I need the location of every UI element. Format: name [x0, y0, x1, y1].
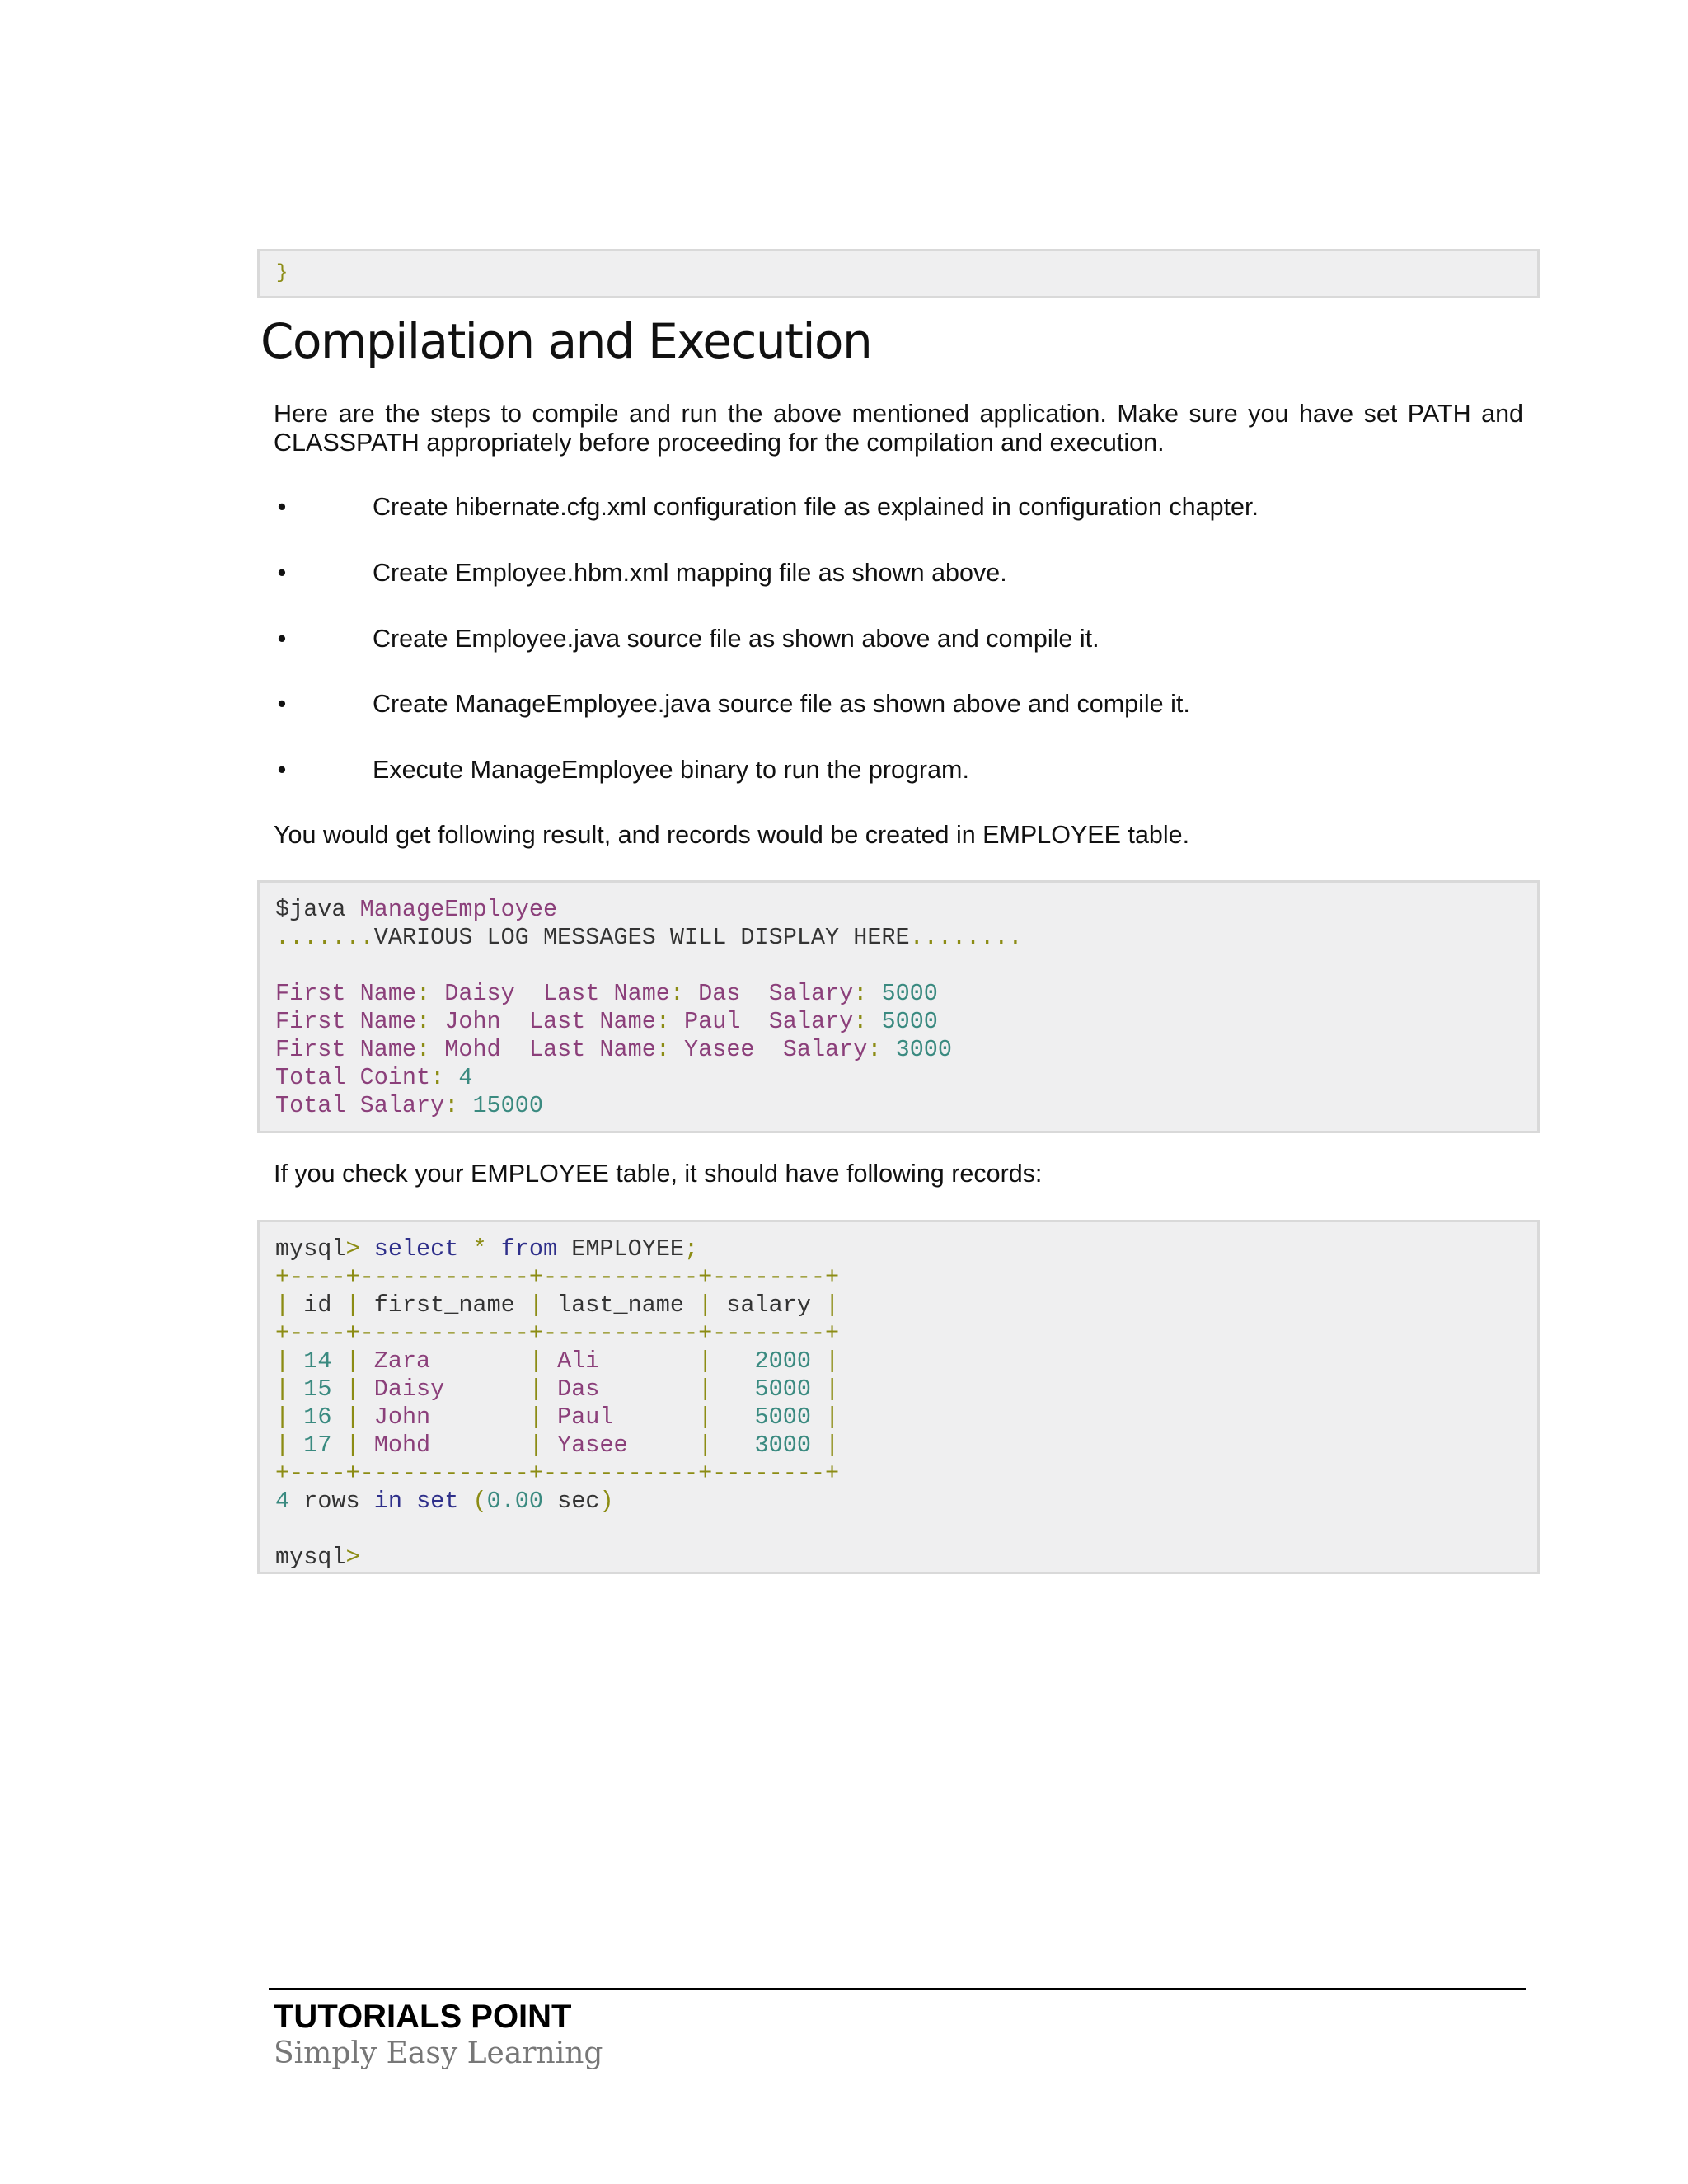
prompt-caret: > — [345, 1544, 360, 1571]
table-pipe: | — [275, 1432, 290, 1459]
paren: ( — [472, 1488, 487, 1515]
first-name-label: First Name — [275, 980, 417, 1007]
table-pipe: | — [698, 1432, 713, 1459]
table-cell: 3000 — [712, 1432, 826, 1459]
space — [487, 1235, 501, 1263]
footer-tagline: Simply Easy Learning — [274, 2036, 603, 2070]
sql-wildcard: * — [472, 1235, 487, 1263]
section-heading: Compilation and Execution — [260, 313, 872, 369]
table-cell: 17 — [289, 1432, 346, 1459]
bullet-icon: • — [277, 493, 287, 521]
code-block-closing-brace — [257, 249, 1540, 298]
table-pipe: | — [825, 1376, 840, 1403]
colon: : — [867, 1036, 882, 1063]
bullet-icon: • — [277, 756, 287, 784]
log-line — [275, 924, 1537, 952]
step-text: Create hibernate.cfg.xml configuration file as explained in configuration chapter. — [373, 493, 1259, 521]
table-border-line — [275, 1460, 1537, 1488]
last-name-label: Last Name — [542, 980, 670, 1007]
output-record-line — [275, 1036, 1537, 1064]
last-name-label: Last Name — [528, 1008, 656, 1035]
first-name-value: John — [430, 1008, 529, 1035]
sql-table-name: EMPLOYEE — [557, 1235, 685, 1263]
table-pipe: | — [275, 1347, 290, 1375]
colon: : — [655, 1008, 670, 1035]
table-header-line — [275, 1291, 1537, 1319]
colon: : — [655, 1036, 670, 1063]
salary-label: Salary — [768, 980, 854, 1007]
log-dots: ........ — [909, 924, 1023, 951]
code-block-mysql-session — [257, 1220, 1540, 1574]
table-row — [275, 1404, 1537, 1432]
command-prompt: $java — [275, 896, 360, 923]
prompt-caret: > — [345, 1235, 374, 1263]
bullet-icon: • — [277, 625, 287, 653]
table-cell: 2000 — [712, 1347, 826, 1375]
check-intro-paragraph: If you check your EMPLOYEE table, it should have following records: — [274, 1160, 1043, 1188]
table-cell: 5000 — [712, 1404, 826, 1431]
row-count: 4 — [275, 1488, 290, 1515]
command-line — [275, 896, 1537, 924]
summary-word: rows — [289, 1488, 374, 1515]
summary-line — [275, 1488, 1537, 1516]
table-cell: Yasee — [542, 1432, 699, 1459]
summary-word: sec — [543, 1488, 600, 1515]
column-header: salary — [712, 1291, 826, 1319]
sql-keyword: set — [416, 1488, 459, 1515]
table-pipe: | — [825, 1347, 840, 1375]
table-pipe: | — [825, 1404, 840, 1431]
table-pipe: | — [528, 1432, 543, 1459]
last-name-value: Das — [684, 980, 769, 1007]
sql-keyword: from — [500, 1235, 558, 1263]
total-salary-label: Total Salary — [275, 1092, 445, 1119]
space — [402, 1488, 416, 1515]
first-name-label: First Name — [275, 1008, 417, 1035]
footer-divider — [269, 1988, 1526, 1990]
paren: ) — [599, 1488, 614, 1515]
table-pipe: | — [345, 1404, 360, 1431]
table-pipe: | — [528, 1404, 543, 1431]
column-header: first_name — [359, 1291, 529, 1319]
table-pipe: | — [275, 1291, 290, 1319]
salary-value: 5000 — [867, 980, 938, 1007]
table-cell: John — [359, 1404, 529, 1431]
output-record-line — [275, 1008, 1537, 1036]
sql-keyword: in — [373, 1488, 402, 1515]
total-salary-value: 15000 — [458, 1092, 543, 1119]
table-border: +----+------------+-----------+--------+ — [275, 1319, 840, 1347]
table-cell: Mohd — [359, 1432, 529, 1459]
salary-label: Salary — [782, 1036, 868, 1063]
step-text: Create Employee.hbm.xml mapping file as shown above. — [373, 559, 1007, 587]
colon: : — [853, 1008, 868, 1035]
table-pipe: | — [825, 1432, 840, 1459]
salary-label: Salary — [768, 1008, 854, 1035]
colon: : — [853, 980, 868, 1007]
space — [458, 1488, 472, 1515]
table-pipe: | — [528, 1347, 543, 1375]
mysql-prompt: mysql — [275, 1544, 346, 1571]
total-count-value: 4 — [444, 1064, 473, 1091]
colon: : — [669, 980, 685, 1007]
first-name-value: Daisy — [430, 980, 543, 1007]
result-intro-paragraph: You would get following result, and records would be created in EMPLOYEE table. — [274, 821, 1190, 849]
step-text: Create Employee.java source file as shown above and compile it. — [373, 625, 1100, 653]
closing-brace: } — [276, 262, 288, 284]
table-border-line — [275, 1263, 1537, 1291]
intro-paragraph: Here are the steps to compile and run the above mentioned application. Make sure you have set PATH and CLASSPATH appropriately before proceeding for the compilation and execution. — [274, 400, 1523, 457]
footer-brand: TUTORIALS POINT — [274, 1999, 572, 2035]
table-pipe: | — [345, 1291, 360, 1319]
table-cell: 14 — [289, 1347, 346, 1375]
output-record-line — [275, 980, 1537, 1008]
table-pipe: | — [528, 1291, 543, 1319]
sql-query-line — [275, 1235, 1537, 1263]
colon: : — [416, 980, 431, 1007]
table-pipe: | — [825, 1291, 840, 1319]
colon: : — [430, 1064, 445, 1091]
table-cell: Paul — [542, 1404, 699, 1431]
elapsed-time: 0.00 — [486, 1488, 544, 1515]
step-text: Execute ManageEmployee binary to run the program. — [373, 756, 969, 784]
last-name-label: Last Name — [528, 1036, 656, 1063]
table-cell: Daisy — [359, 1376, 529, 1403]
blank-line — [275, 952, 1537, 980]
salary-value: 5000 — [867, 1008, 938, 1035]
table-pipe: | — [345, 1347, 360, 1375]
table-row — [275, 1432, 1537, 1460]
blank-line — [275, 1516, 1537, 1544]
table-cell: Zara — [359, 1347, 529, 1375]
table-pipe: | — [528, 1376, 543, 1403]
colon: : — [416, 1036, 431, 1063]
step-text: Create ManageEmployee.java source file as shown above and compile it. — [373, 690, 1190, 718]
colon: : — [416, 1008, 431, 1035]
table-row — [275, 1347, 1537, 1376]
total-count-line — [275, 1064, 1537, 1092]
sql-keyword: select — [373, 1235, 459, 1263]
column-header: id — [289, 1291, 346, 1319]
log-message: VARIOUS LOG MESSAGES WILL DISPLAY HERE — [373, 924, 910, 951]
first-name-value: Mohd — [430, 1036, 529, 1063]
last-name-value: Yasee — [669, 1036, 783, 1063]
table-pipe: | — [698, 1347, 713, 1375]
table-pipe: | — [275, 1376, 290, 1403]
table-row — [275, 1376, 1537, 1404]
table-border: +----+------------+-----------+--------+ — [275, 1460, 840, 1487]
table-cell: Ali — [542, 1347, 699, 1375]
bullet-icon: • — [277, 559, 287, 587]
table-pipe: | — [698, 1376, 713, 1403]
total-salary-line — [275, 1092, 1537, 1120]
table-pipe: | — [698, 1404, 713, 1431]
last-name-value: Paul — [669, 1008, 769, 1035]
table-pipe: | — [698, 1291, 713, 1319]
space — [458, 1235, 472, 1263]
sql-semicolon: ; — [684, 1235, 699, 1263]
total-count-label: Total Coint — [275, 1064, 431, 1091]
first-name-label: First Name — [275, 1036, 417, 1063]
mysql-prompt: mysql — [275, 1235, 346, 1263]
salary-value: 3000 — [881, 1036, 952, 1063]
table-cell: 16 — [289, 1404, 346, 1431]
table-cell: 5000 — [712, 1376, 826, 1403]
table-pipe: | — [345, 1376, 360, 1403]
table-pipe: | — [345, 1432, 360, 1459]
table-pipe: | — [275, 1404, 290, 1431]
table-border-line — [275, 1319, 1537, 1347]
log-dots: ....... — [275, 924, 374, 951]
code-block-program-output — [257, 880, 1540, 1133]
final-prompt-line — [275, 1544, 1537, 1572]
table-border: +----+------------+-----------+--------+ — [275, 1263, 840, 1291]
command-class: ManageEmployee — [359, 896, 558, 923]
table-cell: 15 — [289, 1376, 346, 1403]
column-header: last_name — [542, 1291, 699, 1319]
bullet-icon: • — [277, 690, 287, 718]
table-cell: Das — [542, 1376, 699, 1403]
colon: : — [444, 1092, 459, 1119]
